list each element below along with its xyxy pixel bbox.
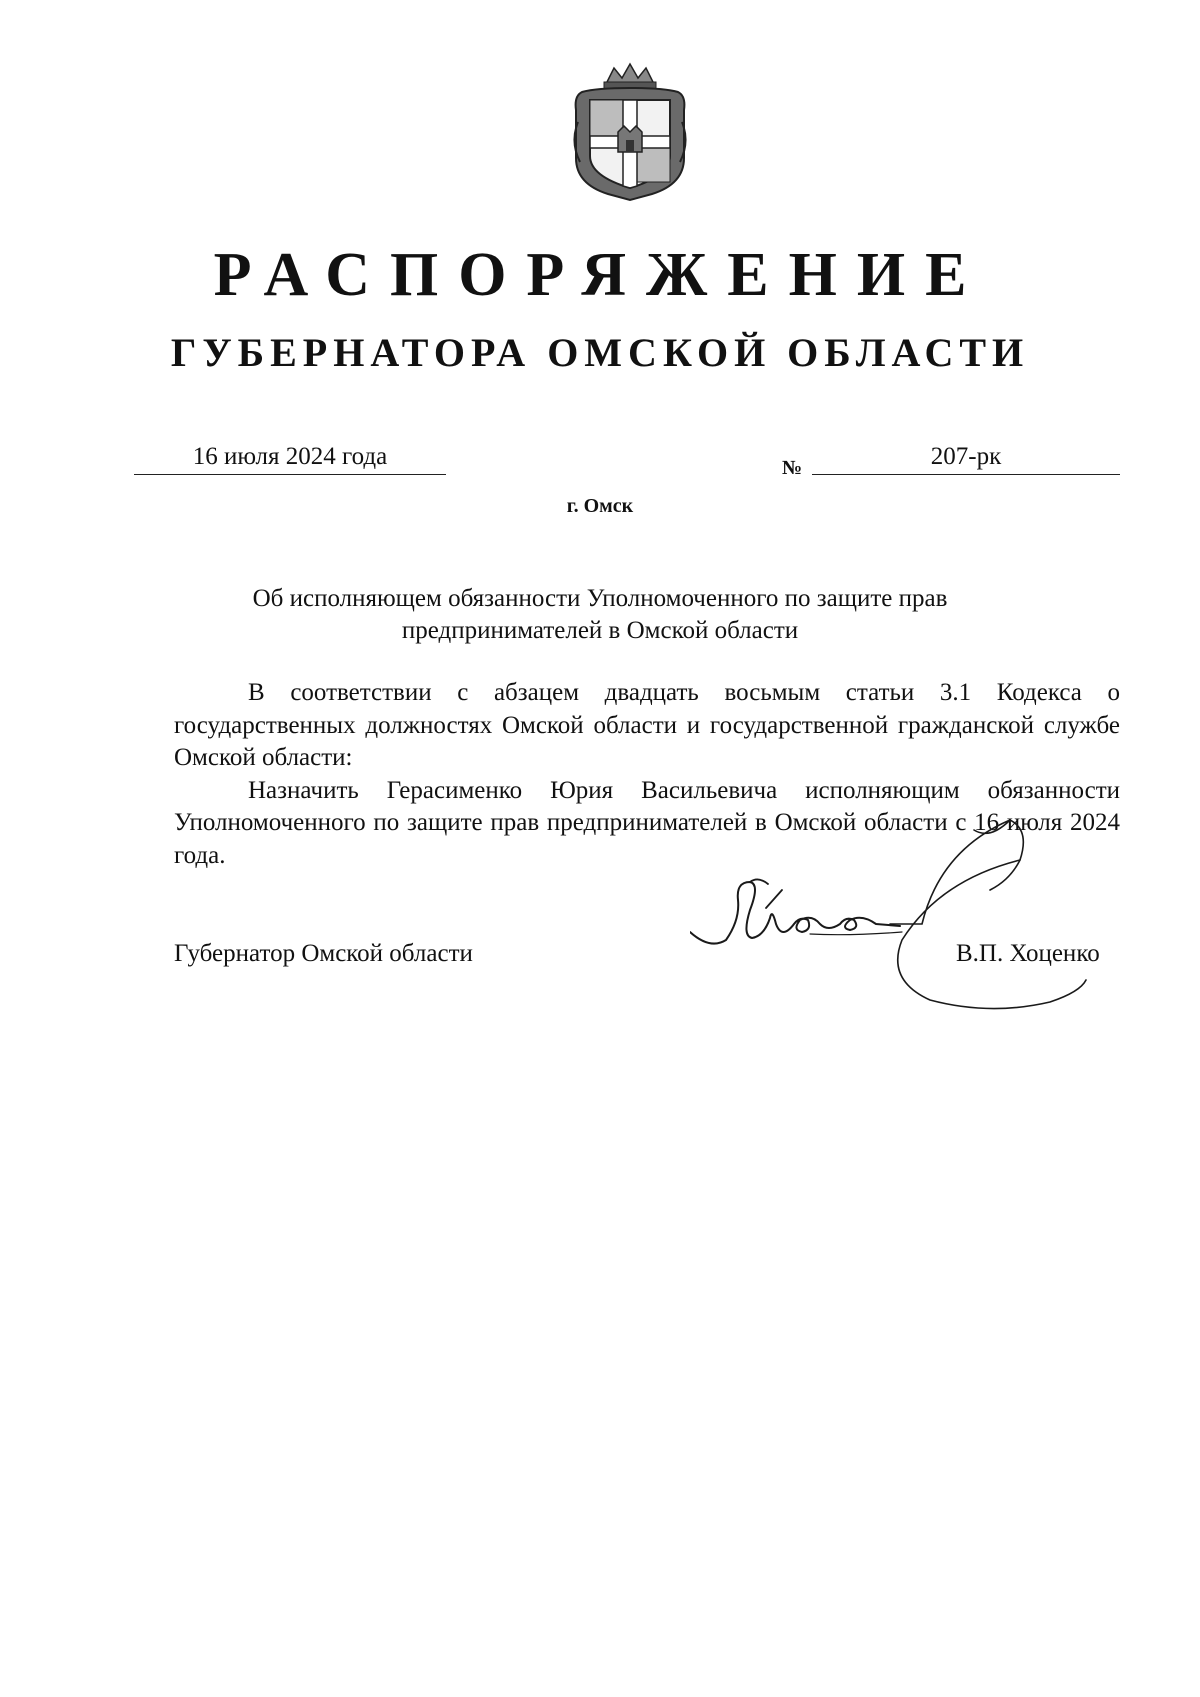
body-paragraph-order: Назначить Герасименко Юрия Васильевича исполняющим обязанности Уполномоченного по защите прав предпринимателей в Омской области с 16 июля 2024 года. <box>174 776 1120 869</box>
subject-line-1: Об исполняющем обязанности Уполномоченного по защите прав <box>252 585 948 612</box>
subject-line-2: предпринимателей в Омской области <box>401 617 799 644</box>
signatory-position: Губернатор Омской области <box>174 940 473 967</box>
body-paragraph-basis: В соответствии с абзацем двадцать восьмым статьи 3.1 Кодекса о государственных должностях Омской области и государственной гражданской службе Омской области: <box>174 679 1120 771</box>
document-number: 207-рк <box>812 442 1120 475</box>
signatory-name: В.П. Хоценко <box>956 940 1100 967</box>
number-sign: № <box>782 457 803 479</box>
document-date: 16 июля 2024 года <box>134 442 446 475</box>
document-subtitle: ГУБЕРНАТОРА ОМСКОЙ ОБЛАСТИ <box>170 330 1030 375</box>
coat-of-arms-emblem <box>568 62 692 202</box>
document-city: г. Омск <box>566 495 634 517</box>
document-title: РАСПОРЯЖЕНИЕ <box>213 241 987 309</box>
document-body <box>174 677 1120 872</box>
document-subject <box>0 583 1200 647</box>
